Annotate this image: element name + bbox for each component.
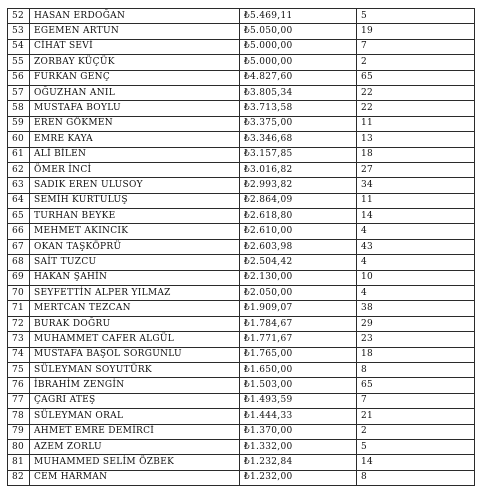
count-cell: 22 bbox=[357, 101, 475, 116]
amount-cell: ₺2.050,00 bbox=[240, 286, 357, 301]
name-cell: SAİT TUZCU bbox=[30, 255, 240, 270]
name-cell: SÜLEYMAN ORAL bbox=[30, 409, 240, 424]
rank-cell: 81 bbox=[8, 455, 30, 470]
count-cell: 11 bbox=[357, 193, 475, 208]
name-cell: EREN GÖKMEN bbox=[30, 116, 240, 131]
amount-cell: ₺2.864,09 bbox=[240, 193, 357, 208]
table-row bbox=[8, 239, 475, 254]
rank-cell: 79 bbox=[8, 424, 30, 439]
count-cell: 8 bbox=[357, 362, 475, 377]
rank-cell: 58 bbox=[8, 101, 30, 116]
name-cell: MUHAMMED SELİM ÖZBEK bbox=[30, 455, 240, 470]
name-cell: OĞUZHAN ANIL bbox=[30, 85, 240, 100]
amount-cell: ₺3.805,34 bbox=[240, 85, 357, 100]
table-row bbox=[8, 39, 475, 54]
rank-cell: 63 bbox=[8, 178, 30, 193]
rank-cell: 66 bbox=[8, 224, 30, 239]
rank-cell: 80 bbox=[8, 439, 30, 454]
count-cell: 4 bbox=[357, 255, 475, 270]
table-row bbox=[8, 24, 475, 39]
name-cell: SEMİH KURTULUŞ bbox=[30, 193, 240, 208]
name-cell: FURKAN GENÇ bbox=[30, 70, 240, 85]
count-cell: 27 bbox=[357, 162, 475, 177]
amount-cell: ₺5.000,00 bbox=[240, 39, 357, 54]
amount-cell: ₺3.346,68 bbox=[240, 132, 357, 147]
amount-cell: ₺1.909,07 bbox=[240, 301, 357, 316]
table-row bbox=[8, 70, 475, 85]
table-row bbox=[8, 193, 475, 208]
ranking-table bbox=[7, 8, 475, 486]
amount-cell: ₺5.050,00 bbox=[240, 24, 357, 39]
table-row bbox=[8, 301, 475, 316]
rank-cell: 82 bbox=[8, 470, 30, 485]
rank-cell: 71 bbox=[8, 301, 30, 316]
count-cell: 10 bbox=[357, 270, 475, 285]
amount-cell: ₺1.444,33 bbox=[240, 409, 357, 424]
count-cell: 19 bbox=[357, 24, 475, 39]
name-cell: AHMET EMRE DEMİRCİ bbox=[30, 424, 240, 439]
name-cell: MERTCAN TEZCAN bbox=[30, 301, 240, 316]
amount-cell: ₺3.016,82 bbox=[240, 162, 357, 177]
rank-cell: 57 bbox=[8, 85, 30, 100]
rank-cell: 75 bbox=[8, 362, 30, 377]
amount-cell: ₺1.232,00 bbox=[240, 470, 357, 485]
rank-cell: 65 bbox=[8, 209, 30, 224]
table-row bbox=[8, 209, 475, 224]
table-row bbox=[8, 9, 475, 24]
name-cell: EMRE KAYA bbox=[30, 132, 240, 147]
name-cell: ÖMER İNCİ bbox=[30, 162, 240, 177]
count-cell: 7 bbox=[357, 39, 475, 54]
table-row bbox=[8, 116, 475, 131]
rank-cell: 74 bbox=[8, 347, 30, 362]
name-cell: MUSTAFA BOYLU bbox=[30, 101, 240, 116]
amount-cell: ₺2.504,42 bbox=[240, 255, 357, 270]
rank-cell: 62 bbox=[8, 162, 30, 177]
table-row bbox=[8, 347, 475, 362]
rank-cell: 69 bbox=[8, 270, 30, 285]
name-cell: MUSTAFA BAŞOL SORGUNLU bbox=[30, 347, 240, 362]
amount-cell: ₺1.370,00 bbox=[240, 424, 357, 439]
name-cell: HASAN ERDOĞAN bbox=[30, 9, 240, 24]
count-cell: 11 bbox=[357, 116, 475, 131]
count-cell: 5 bbox=[357, 9, 475, 24]
name-cell: MUHAMMET CAFER ALGÜL bbox=[30, 332, 240, 347]
count-cell: 5 bbox=[357, 439, 475, 454]
count-cell: 29 bbox=[357, 316, 475, 331]
amount-cell: ₺2.618,80 bbox=[240, 209, 357, 224]
rank-cell: 52 bbox=[8, 9, 30, 24]
name-cell: OKAN TAŞKÖPRÜ bbox=[30, 239, 240, 254]
count-cell: 13 bbox=[357, 132, 475, 147]
table-row bbox=[8, 378, 475, 393]
count-cell: 43 bbox=[357, 239, 475, 254]
count-cell: 14 bbox=[357, 209, 475, 224]
rank-cell: 78 bbox=[8, 409, 30, 424]
table-row bbox=[8, 286, 475, 301]
name-cell: ÇAĞRI ATEŞ bbox=[30, 393, 240, 408]
name-cell: ALİ BİLEN bbox=[30, 147, 240, 162]
table-row bbox=[8, 162, 475, 177]
table-row bbox=[8, 424, 475, 439]
table-row bbox=[8, 362, 475, 377]
count-cell: 14 bbox=[357, 455, 475, 470]
count-cell: 4 bbox=[357, 224, 475, 239]
name-cell: MEHMET AKINCIK bbox=[30, 224, 240, 239]
amount-cell: ₺1.650,00 bbox=[240, 362, 357, 377]
rank-cell: 59 bbox=[8, 116, 30, 131]
ranking-table-body bbox=[8, 9, 475, 486]
count-cell: 34 bbox=[357, 178, 475, 193]
name-cell: HAKAN ŞAHİN bbox=[30, 270, 240, 285]
count-cell: 22 bbox=[357, 85, 475, 100]
name-cell: AZEM ZORLU bbox=[30, 439, 240, 454]
count-cell: 7 bbox=[357, 393, 475, 408]
rank-cell: 54 bbox=[8, 39, 30, 54]
amount-cell: ₺3.375,00 bbox=[240, 116, 357, 131]
amount-cell: ₺1.771,67 bbox=[240, 332, 357, 347]
rank-cell: 76 bbox=[8, 378, 30, 393]
table-row bbox=[8, 332, 475, 347]
rank-cell: 60 bbox=[8, 132, 30, 147]
amount-cell: ₺1.232,84 bbox=[240, 455, 357, 470]
amount-cell: ₺3.157,85 bbox=[240, 147, 357, 162]
name-cell: BURAK DOĞRU bbox=[30, 316, 240, 331]
table-row bbox=[8, 439, 475, 454]
table-row bbox=[8, 455, 475, 470]
amount-cell: ₺2.130,00 bbox=[240, 270, 357, 285]
amount-cell: ₺5.469,11 bbox=[240, 9, 357, 24]
rank-cell: 77 bbox=[8, 393, 30, 408]
amount-cell: ₺1.784,67 bbox=[240, 316, 357, 331]
count-cell: 18 bbox=[357, 147, 475, 162]
name-cell: CEM HARMAN bbox=[30, 470, 240, 485]
table-row bbox=[8, 393, 475, 408]
amount-cell: ₺3.713,58 bbox=[240, 101, 357, 116]
amount-cell: ₺1.493,59 bbox=[240, 393, 357, 408]
count-cell: 65 bbox=[357, 378, 475, 393]
name-cell: SÜLEYMAN SOYUTÜRK bbox=[30, 362, 240, 377]
name-cell: İBRAHİM ZENGİN bbox=[30, 378, 240, 393]
table-row bbox=[8, 224, 475, 239]
count-cell: 21 bbox=[357, 409, 475, 424]
amount-cell: ₺2.603,98 bbox=[240, 239, 357, 254]
rank-cell: 61 bbox=[8, 147, 30, 162]
table-row bbox=[8, 470, 475, 485]
count-cell: 23 bbox=[357, 332, 475, 347]
table-row bbox=[8, 316, 475, 331]
rank-cell: 55 bbox=[8, 55, 30, 70]
amount-cell: ₺4.827,60 bbox=[240, 70, 357, 85]
rank-cell: 68 bbox=[8, 255, 30, 270]
name-cell: SADIK EREN ULUSOY bbox=[30, 178, 240, 193]
rank-cell: 64 bbox=[8, 193, 30, 208]
table-row bbox=[8, 270, 475, 285]
rank-cell: 73 bbox=[8, 332, 30, 347]
table-row bbox=[8, 55, 475, 70]
amount-cell: ₺2.610,00 bbox=[240, 224, 357, 239]
count-cell: 4 bbox=[357, 286, 475, 301]
table-row bbox=[8, 255, 475, 270]
count-cell: 2 bbox=[357, 55, 475, 70]
rank-cell: 56 bbox=[8, 70, 30, 85]
amount-cell: ₺5.000,00 bbox=[240, 55, 357, 70]
count-cell: 8 bbox=[357, 470, 475, 485]
table-row bbox=[8, 101, 475, 116]
rank-cell: 53 bbox=[8, 24, 30, 39]
count-cell: 18 bbox=[357, 347, 475, 362]
table-row bbox=[8, 132, 475, 147]
table-row bbox=[8, 409, 475, 424]
rank-cell: 72 bbox=[8, 316, 30, 331]
rank-cell: 67 bbox=[8, 239, 30, 254]
count-cell: 65 bbox=[357, 70, 475, 85]
name-cell: CİHAT SEVİ bbox=[30, 39, 240, 54]
table-row bbox=[8, 147, 475, 162]
rank-cell: 70 bbox=[8, 286, 30, 301]
amount-cell: ₺1.503,00 bbox=[240, 378, 357, 393]
count-cell: 38 bbox=[357, 301, 475, 316]
amount-cell: ₺1.765,00 bbox=[240, 347, 357, 362]
name-cell: SEYFETTİN ALPER YILMAZ bbox=[30, 286, 240, 301]
table-row bbox=[8, 178, 475, 193]
name-cell: ZORBAY KÜÇÜK bbox=[30, 55, 240, 70]
amount-cell: ₺2.993,82 bbox=[240, 178, 357, 193]
name-cell: TURHAN BEYKE bbox=[30, 209, 240, 224]
name-cell: EGEMEN ARTUN bbox=[30, 24, 240, 39]
table-row bbox=[8, 85, 475, 100]
count-cell: 2 bbox=[357, 424, 475, 439]
amount-cell: ₺1.332,00 bbox=[240, 439, 357, 454]
